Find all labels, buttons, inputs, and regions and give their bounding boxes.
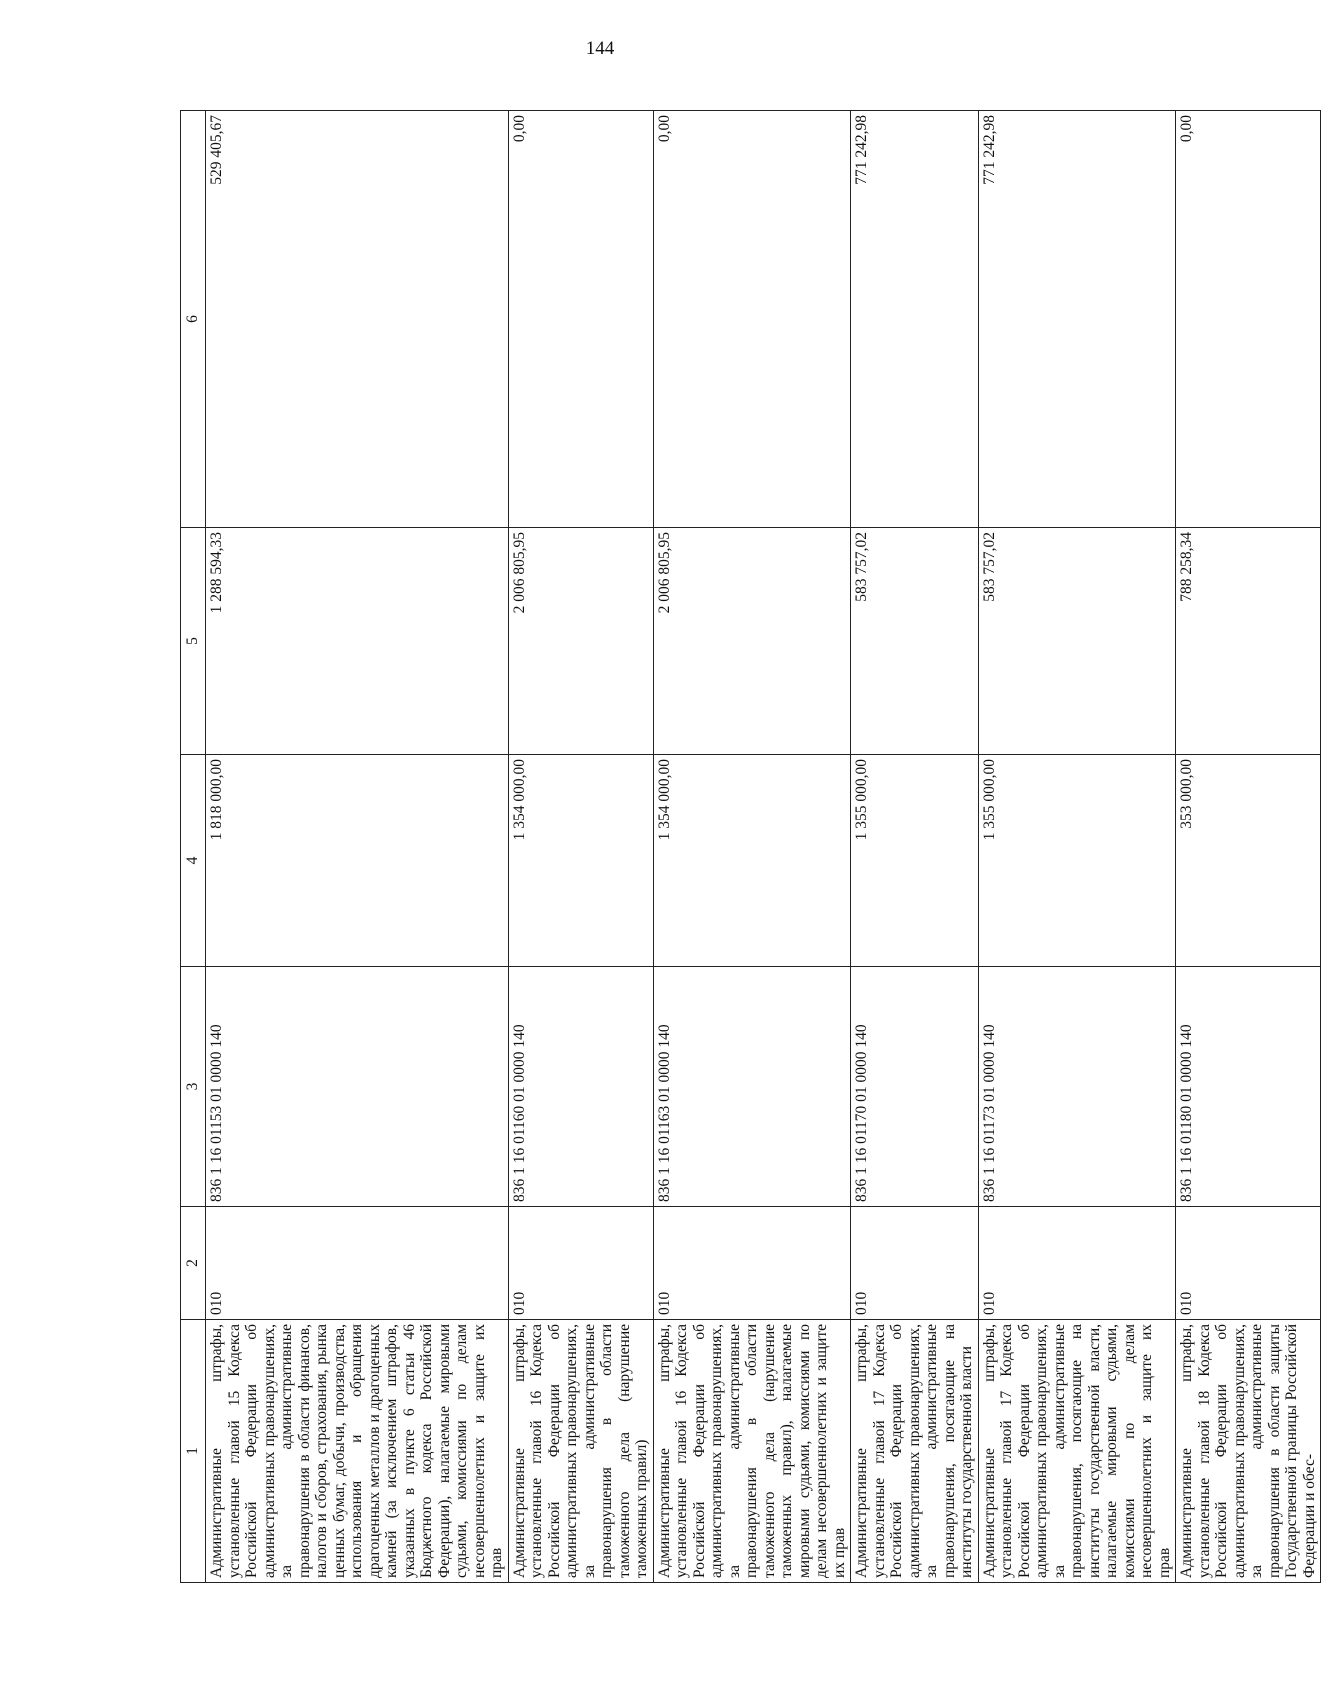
row-col4-value: 1 354 000,00 <box>508 755 653 967</box>
column-header: 1 <box>181 1320 206 1583</box>
row-admin-code: 010 <box>851 1207 979 1320</box>
row-col5-value: 788 258,34 <box>1176 528 1321 755</box>
row-budget-code: 836 1 16 01173 01 0000 140 <box>978 967 1176 1207</box>
row-col4-value: 1 355 000,00 <box>851 755 979 967</box>
row-col6-value: 0,00 <box>1176 111 1321 528</box>
row-budget-code: 836 1 16 01180 01 0000 140 <box>1176 967 1321 1207</box>
page-number: 144 <box>585 38 615 59</box>
row-budget-code: 836 1 16 01160 01 0000 140 <box>508 967 653 1207</box>
row-col6-value: 0,00 <box>508 111 653 528</box>
row-col4-value: 1 354 000,00 <box>653 755 851 967</box>
table-row <box>851 111 979 1583</box>
table-row <box>206 111 509 1583</box>
row-col5-value: 2 006 805,95 <box>508 528 653 755</box>
rotated-table-container <box>180 111 1318 1583</box>
table-row <box>508 111 653 1583</box>
row-admin-code: 010 <box>1176 1207 1321 1320</box>
column-header: 2 <box>181 1207 206 1320</box>
row-col5-value: 583 757,02 <box>851 528 979 755</box>
row-description: Административные штрафы, установленные главой 18 Кодекса Российской Федерации об административных правонарушениях, за административные правонарушения в области защиты Государственной границы Российской Федерации и обес- <box>1176 1320 1321 1583</box>
row-description: Административные штрафы, установленные главой 16 Кодекса Российской Федерации об административных правонарушениях, за административные правонарушения в области таможенного дела (нарушение таможенных правил) <box>508 1320 653 1583</box>
column-header: 4 <box>181 755 206 967</box>
row-admin-code: 010 <box>206 1207 509 1320</box>
table-row <box>978 111 1176 1583</box>
table-header-row <box>181 111 206 1583</box>
row-budget-code: 836 1 16 01170 01 0000 140 <box>851 967 979 1207</box>
column-header: 3 <box>181 967 206 1207</box>
column-header: 6 <box>181 111 206 528</box>
row-budget-code: 836 1 16 01153 01 0000 140 <box>206 967 509 1207</box>
row-admin-code: 010 <box>978 1207 1176 1320</box>
row-col6-value: 0,00 <box>653 111 851 528</box>
row-admin-code: 010 <box>653 1207 851 1320</box>
row-col5-value: 1 288 594,33 <box>206 528 509 755</box>
row-description: Административные штрафы, установленные главой 15 Кодекса Российской Федерации об административных правонарушениях, за административные правонарушения в области финансов, налогов и сборов, страхования, рынка ценных бумаг, добычи, производства, использования и обращения драгоценных металлов и драгоценных камней (за исключением штрафов, указанных в пункте 6 статьи 46 Бюджетного кодекса Российской Федерации), налагаемые мировыми судьями, комиссиями по делам несовершеннолетних и защите их прав <box>206 1320 509 1583</box>
row-col6-value: 771 242,98 <box>978 111 1176 528</box>
table-row <box>1176 111 1321 1583</box>
table-row <box>653 111 851 1583</box>
row-col4-value: 353 000,00 <box>1176 755 1321 967</box>
row-admin-code: 010 <box>508 1207 653 1320</box>
column-header: 5 <box>181 528 206 755</box>
row-description: Административные штрафы, установленные главой 17 Кодекса Российской Федерации об административных правонарушениях, за административные правонарушения, посягающие на институты государственной власти, налагаемые мировыми судьями, комиссиями по делам несовершеннолетних и защите их прав <box>978 1320 1176 1583</box>
row-col6-value: 771 242,98 <box>851 111 979 528</box>
row-col6-value: 529 405,67 <box>206 111 509 528</box>
row-col4-value: 1 355 000,00 <box>978 755 1176 967</box>
row-description: Административные штрафы, установленные главой 17 Кодекса Российской Федерации об административных правонарушениях, за административные правонарушения, посягающие на институты государственной власти <box>851 1320 979 1583</box>
row-description: Административные штрафы, установленные главой 16 Кодекса Российской Федерации об административных правонарушениях, за административные правонарушения в области таможенного дела (нарушение таможенных правил), налагаемые мировыми судьями, комиссиями по делам несовершеннолетних и защите их прав <box>653 1320 851 1583</box>
row-col5-value: 2 006 805,95 <box>653 528 851 755</box>
budget-table <box>180 110 1321 1583</box>
row-col4-value: 1 818 000,00 <box>206 755 509 967</box>
row-budget-code: 836 1 16 01163 01 0000 140 <box>653 967 851 1207</box>
row-col5-value: 583 757,02 <box>978 528 1176 755</box>
